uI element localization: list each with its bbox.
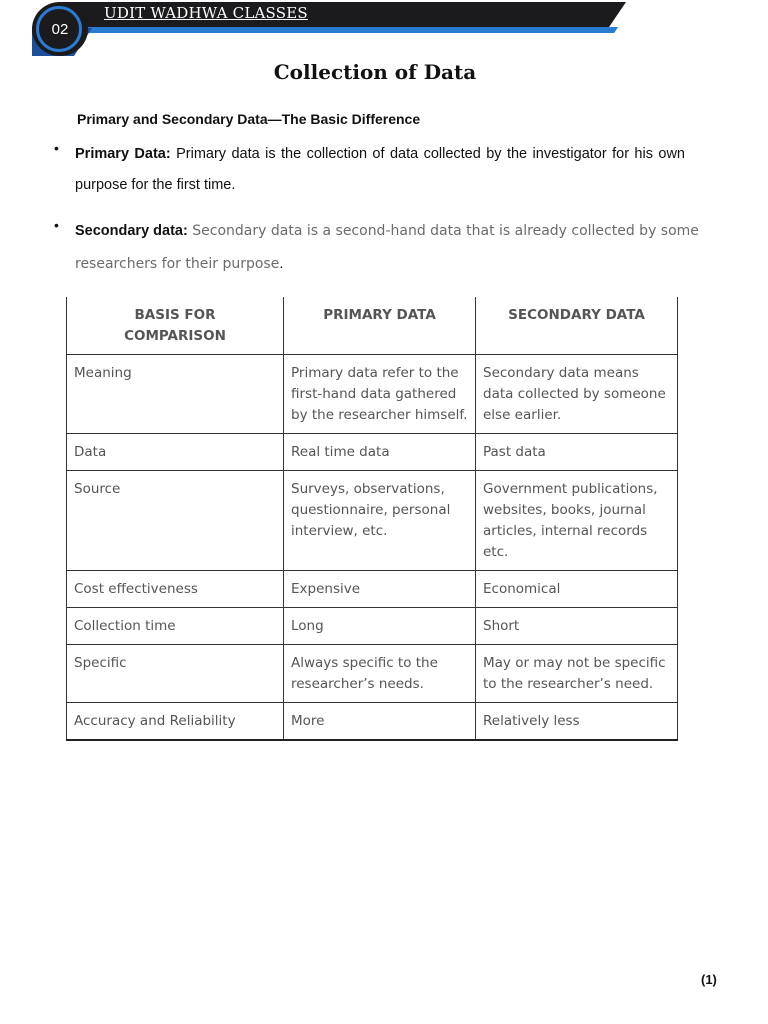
page-number: (1) xyxy=(701,972,717,987)
table-cell: Long xyxy=(284,608,476,645)
column-header: SECONDARY DATA xyxy=(476,297,678,355)
table-header-row xyxy=(67,297,678,355)
table-cell: Expensive xyxy=(284,571,476,608)
bullet-term: Primary Data: xyxy=(75,146,171,162)
comparison-table xyxy=(66,297,678,741)
table-cell: Collection time xyxy=(67,608,284,645)
table-cell: Source xyxy=(67,471,284,571)
page-badge xyxy=(32,2,88,56)
section-subheading: Primary and Secondary Data—The Basic Difference xyxy=(77,111,421,127)
bullet-secondary-data xyxy=(75,215,725,281)
table-cell: Past data xyxy=(476,434,678,471)
comparison-table-container xyxy=(66,297,677,741)
header-banner xyxy=(0,0,768,62)
table-row xyxy=(67,434,678,471)
table-cell: Government publications, websites, books, journal articles, internal records etc. xyxy=(476,471,678,571)
table-row xyxy=(67,608,678,645)
bullet-primary-data xyxy=(75,139,685,201)
table-row xyxy=(67,645,678,703)
table-cell: Specific xyxy=(67,645,284,703)
bullet-marker: • xyxy=(54,140,59,156)
page-title: Collection of Data xyxy=(273,60,477,84)
column-header: PRIMARY DATA xyxy=(284,297,476,355)
table-cell: Cost effectiveness xyxy=(67,571,284,608)
table-cell: More xyxy=(284,703,476,741)
table-cell: Meaning xyxy=(67,355,284,434)
table-cell: Relatively less xyxy=(476,703,678,741)
table-cell: Data xyxy=(67,434,284,471)
bullet-end: . xyxy=(279,256,284,272)
badge-number: 02 xyxy=(51,20,69,38)
table-row xyxy=(67,471,678,571)
table-cell: Primary data refer to the first-hand data gathered by the researcher himself. xyxy=(284,355,476,434)
table-cell: Accuracy and Reliability xyxy=(67,703,284,741)
table-cell: Surveys, observations, questionnaire, personal interview, etc. xyxy=(284,471,476,571)
column-header: BASIS FOR COMPARISON xyxy=(67,297,284,355)
table-cell: Real time data xyxy=(284,434,476,471)
bullet-marker: • xyxy=(54,217,59,233)
banner-accent-stripe xyxy=(78,27,618,33)
table-row xyxy=(67,703,678,741)
bullet-body: Primary data is the collection of data collected by the investigator for his own purpose for the first time. xyxy=(75,146,685,193)
brand-title: UDIT WADHWA CLASSES xyxy=(104,4,308,22)
bullet-body: Secondary data is a second-hand data that is already collected by some researchers for their purpose xyxy=(75,223,699,272)
table-cell: May or may not be specific to the researcher’s need. xyxy=(476,645,678,703)
table-cell: Secondary data means data collected by someone else earlier. xyxy=(476,355,678,434)
bullet-term: Secondary data: xyxy=(75,223,188,239)
table-row xyxy=(67,571,678,608)
table-cell: Always specific to the researcher’s needs. xyxy=(284,645,476,703)
table-cell: Short xyxy=(476,608,678,645)
table-cell: Economical xyxy=(476,571,678,608)
table-row xyxy=(67,355,678,434)
